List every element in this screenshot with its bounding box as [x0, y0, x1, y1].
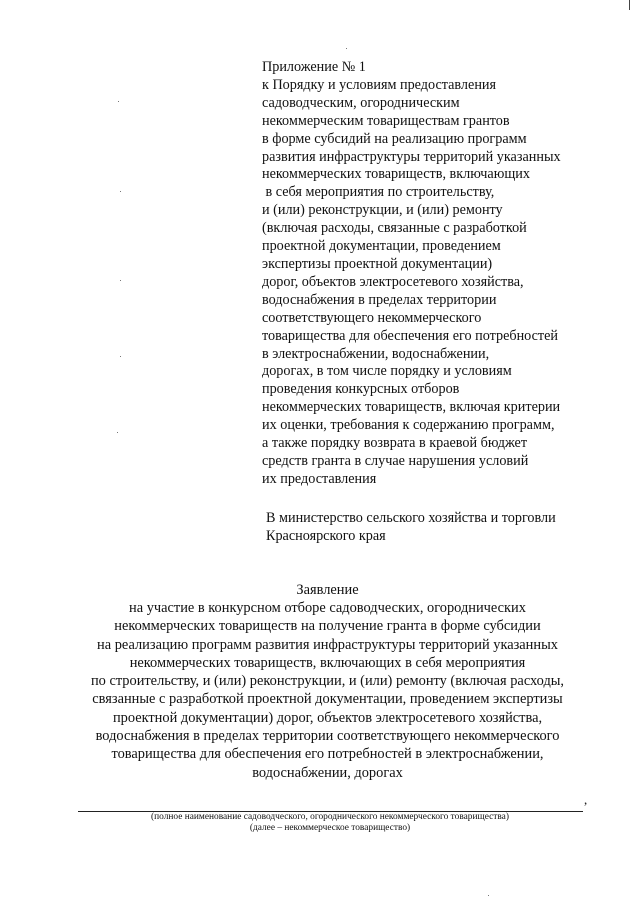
appendix-line: а также порядку возврата в краевой бюджет: [262, 435, 528, 452]
field-caption-sub: (далее – некоммерческое товарищество): [249, 823, 411, 833]
appendix-line: товарищества для обеспечения его потребностей: [262, 327, 559, 344]
appendix-line: в форме субсидий на реализацию программ: [262, 130, 527, 147]
statement-line: проектной документации) дорог, объектов электросетевого хозяйства,: [112, 709, 543, 726]
appendix-line: проектной документации, проведением: [262, 238, 501, 255]
appendix-title: Приложение № 1: [262, 59, 366, 75]
statement-line: на участие в конкурсном отборе садоводческих, огороднических: [129, 600, 526, 616]
scan-speck: [488, 895, 489, 896]
appendix-line: дорог, объектов электросетевого хозяйства,: [262, 273, 524, 290]
field-trailing-comma: ,: [584, 792, 588, 807]
appendix-line: их оценки, требования к содержанию программ,: [262, 417, 555, 434]
statement-line: по строительству, и (или) реконструкции, и (или) ремонту (включая расходы,: [90, 673, 565, 690]
field-caption: (полное наименование садоводческого, огороднического некоммерческого товарищества): [151, 812, 509, 822]
statement-line: некоммерческих товариществ на получение гранта в форме субсидии: [114, 618, 541, 635]
appendix-line: садоводческим, огородническим: [262, 94, 460, 111]
appendix-line: дорогах, в том числе порядку и условиям: [262, 363, 512, 380]
appendix-line: (включая расходы, связанные с разработкой: [262, 220, 527, 237]
statement-line: водоснабжении, дорогах: [252, 764, 403, 781]
appendix-line: соответствующего некоммерческого: [262, 309, 482, 326]
statement-line: на реализацию программ развития инфраструктуры территорий указанных: [97, 636, 558, 653]
appendix-line: в электроснабжении, водоснабжении,: [262, 345, 490, 362]
statement-line: некоммерческих товариществ, включающих в себя мероприятия: [129, 654, 526, 671]
scan-speck: [346, 48, 347, 49]
addressee-block: [266, 509, 606, 545]
appendix-line: средств гранта в случае нарушения условий: [262, 452, 529, 469]
appendix-line: к Порядку и условиям предоставления: [262, 76, 497, 93]
appendix-line: и (или) реконструкции, и (или) ремонту: [262, 202, 503, 219]
appendix-line: развития инфраструктуры территорий указанных: [262, 148, 561, 165]
statement-line: товарищества для обеспечения его потребностей в электроснабжении,: [111, 746, 544, 763]
appendix-line: некоммерческим товариществам грантов: [262, 112, 510, 129]
addressee-line: Красноярского края: [266, 528, 386, 544]
scan-edge-mark: [629, 0, 630, 10]
appendix-header: [262, 59, 602, 489]
statement-block: [0, 581, 640, 782]
statement-line: связанные с разработкой проектной документации, проведением экспертизы: [92, 691, 563, 708]
appendix-line: экспертизы проектной документации): [262, 255, 493, 272]
appendix-line: проведения конкурсных отборов: [262, 381, 460, 398]
scan-speck: [120, 356, 121, 357]
statement-title: Заявление: [296, 582, 359, 598]
appendix-line: водоснабжения в пределах территории: [262, 291, 497, 308]
appendix-line: их предоставления: [262, 470, 377, 487]
appendix-line: некоммерческих товариществ, включающих: [262, 166, 530, 183]
scan-speck: [120, 280, 121, 281]
addressee-line: В министерство сельского хозяйства и торговли: [266, 510, 556, 526]
appendix-line: некоммерческих товариществ, включая критерии: [262, 399, 561, 416]
statement-line: водоснабжения в пределах территории соответствующего некоммерческого: [95, 728, 560, 745]
scan-speck: [118, 101, 119, 102]
appendix-line: в себя мероприятия по строительству,: [262, 184, 495, 201]
scan-speck: [120, 191, 121, 192]
scan-speck: [117, 432, 118, 433]
